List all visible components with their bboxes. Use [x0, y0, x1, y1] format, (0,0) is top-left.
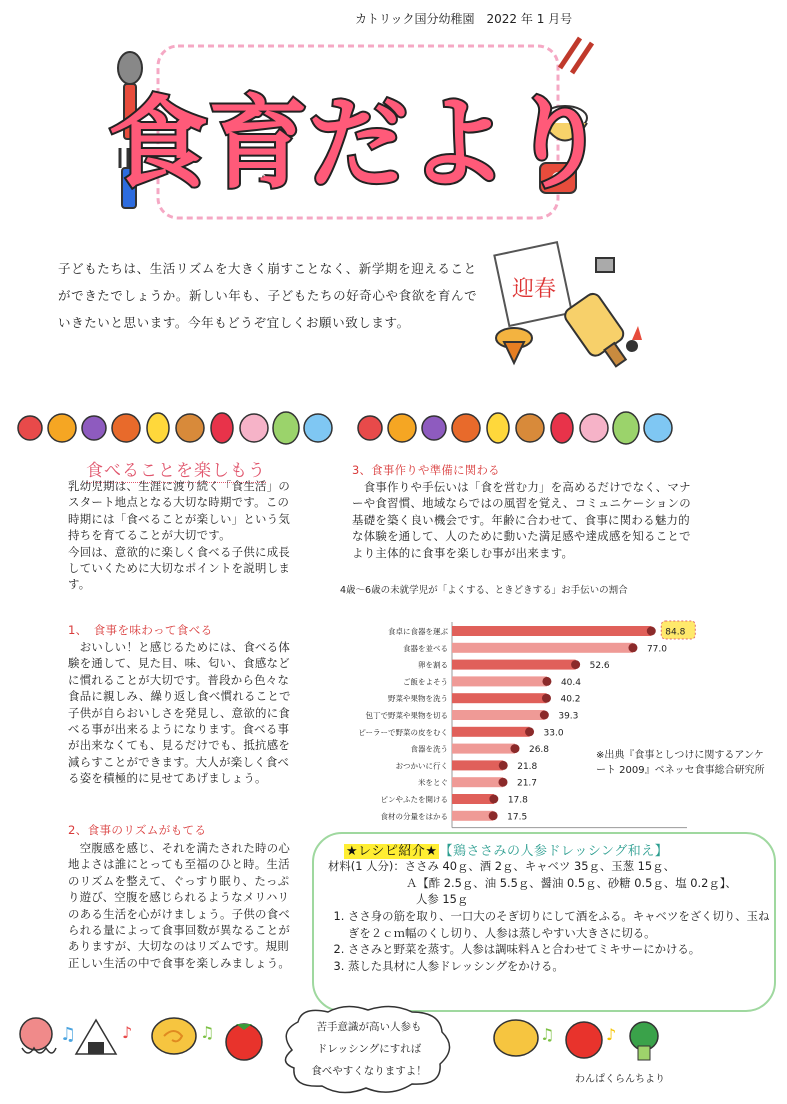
octopus-icon [20, 1018, 56, 1053]
category-label: ピーラーで野菜の皮をむく [358, 727, 448, 737]
bar-end-marker [499, 761, 508, 770]
value-label: 26.8 [528, 745, 550, 756]
ingredients-line1: 材料(1 人分)：ささみ 40ｇ、酒 2ｇ、キャベツ 35ｇ、玉葱 15ｇ、 [328, 859, 675, 873]
svg-text:♫: ♫ [540, 1025, 555, 1044]
bottom-food-illustrations-right [480, 1010, 700, 1070]
roll-cake-icon [152, 1018, 196, 1054]
ingredients-line3: 人参 15ｇ [416, 892, 469, 906]
intro-text: 子どもたちは、生活リズムを大きく崩すことなく、新学期を迎えることができたでしょうか。新しい年も、子どもたちの好奇心や食欲を育んでいきたいと思います。今年もどうぞ宜しくお願い致します。 [58, 261, 478, 330]
recipe-ingredients [328, 858, 768, 908]
value-label: 39.3 [558, 711, 579, 722]
onigiri-icon [76, 1020, 116, 1054]
bar [452, 643, 633, 653]
recipe-step: 2. ささみと野菜を蒸す。人参は調味料Ａと合わせてミキサーにかける。 [348, 941, 778, 958]
point1-body: おいしい！と感じるためには、食べる体験を通して、見た目、味、匂い、食感などに慣れることが大切です。普段から色々な食品に親しみ、繰り返し食べ慣れることで子供が自らおいしさを発見し、意欲的に食べる事が出来るようになります。食べる事が出来なくても、見るだけでも、抵抗感を減らすことができます。大人が楽しく食べる姿を積極的に見せてあげましょう。 [68, 640, 291, 786]
bar-end-marker [542, 677, 551, 686]
bar [452, 811, 493, 821]
bar [452, 626, 651, 636]
broccoli-icon [630, 1022, 658, 1060]
bar-end-marker [542, 694, 551, 703]
category-label: 卵を割る [418, 660, 448, 670]
recipe-steps [322, 908, 778, 974]
roll-cake-icon [494, 1020, 538, 1056]
value-label: 84.8 [665, 627, 686, 638]
value-label: 77.0 [646, 644, 667, 655]
issue-header: カトリック国分幼稚園 2022 年 1 月号 [355, 12, 573, 26]
recipe-step: 3. 蒸した具材に人参ドレッシングをかける。 [348, 958, 778, 975]
chores-bar-chart [330, 618, 720, 823]
bar-end-marker [628, 643, 637, 652]
bar-end-marker [489, 795, 498, 804]
category-label: ピンやふたを開ける [380, 795, 448, 804]
point2-title: 2、食事のリズムがもてる [68, 823, 207, 837]
value-label: 40.4 [560, 677, 581, 688]
bar [452, 777, 503, 787]
category-label: 米をとぐ [418, 778, 448, 788]
drum-icon [596, 258, 614, 272]
music-note-icon [122, 1023, 132, 1042]
tomato-icon [226, 1024, 262, 1060]
value-label: 17.5 [507, 812, 528, 823]
recipe-step: 1. ささ身の筋を取り、一口大のそぎ切りにして酒をふる。キャベツをざく切り、玉ねぎを２ｃｍ幅のくし切り、人参は蒸しやすい大きさに切る。 [348, 908, 778, 941]
bar-end-marker [540, 711, 549, 720]
bar [452, 760, 503, 770]
svg-text:♪: ♪ [122, 1023, 133, 1042]
section-heading: 食べることを楽しもう [86, 456, 266, 483]
svg-text:♪: ♪ [606, 1025, 617, 1044]
bar [452, 676, 547, 686]
value-label: 17.8 [507, 795, 528, 806]
point3-body: 食事作りや手伝いは「食を営む力」を高めるだけでなく、マナーや食習慣、地域ならではの風習を覚え、コミュニケーションの基礎を築く良い機会です。年齢に合わせて、食事に関わる魅力的な体験を通して、人のために動いた満足感や達成感を知ることでより主体的に食事を楽しむ事が出来ます。 [352, 480, 691, 560]
music-note-icon [60, 1024, 76, 1045]
recipe-name: 【鶏ささみの人参ドレッシング和え】 [439, 844, 669, 859]
bar [452, 660, 576, 670]
point3-title: 3、食事作りや準備に関わる [352, 463, 500, 477]
bar-end-marker [510, 744, 519, 753]
character-border [14, 398, 684, 456]
chopsticks-icon [560, 38, 592, 73]
kite-text: 迎春 [511, 277, 557, 302]
music-note-icon [200, 1023, 214, 1042]
shuttlecock-icon [626, 326, 642, 352]
recipe-title [344, 840, 668, 859]
bar [452, 744, 515, 754]
hagoita-icon [562, 291, 637, 375]
value-label: 21.7 [516, 778, 538, 789]
svg-text:♫: ♫ [60, 1024, 77, 1045]
recipe-label: ★レシピ紹介★ [346, 844, 438, 859]
recipe-box [312, 832, 776, 1012]
music-note-icon [606, 1025, 616, 1044]
category-label: おつかいに行く [395, 761, 448, 771]
top-icon [496, 328, 532, 363]
category-label: 食卓に食器を運ぶ [388, 627, 448, 636]
chart-title: 4歳～6歳の未就学児が「よくする、ときどきする」お手伝いの割合 [340, 585, 628, 596]
svg-text:♫: ♫ [200, 1023, 215, 1042]
category-label: ご飯をよそう [403, 677, 448, 687]
bar-end-marker [571, 660, 580, 669]
bubble-line1: 苦手意識が高い人参も [316, 1021, 422, 1033]
tomato-icon [566, 1022, 602, 1058]
bar [452, 794, 494, 804]
bar [452, 693, 546, 703]
banner-title: 食育だより [108, 85, 608, 202]
tip-bubble [272, 1002, 458, 1098]
bar-end-marker [489, 811, 498, 820]
value-label: 21.8 [517, 761, 538, 772]
music-note-icon [540, 1025, 554, 1044]
value-label: 33.0 [543, 728, 564, 739]
bar-end-marker [647, 627, 656, 636]
category-label: 野菜や果物を洗う [388, 694, 448, 704]
chart-source: ※出典『食事としつけに関するアンケート 2009』ベネッセ食事総合研究所 [596, 750, 765, 776]
bubble-line2: ドレッシングにすれば [316, 1043, 422, 1055]
new-year-toys-illustration [484, 238, 654, 368]
point1-title: 1、 食事を味わって食べる [68, 623, 213, 637]
value-label: 40.2 [560, 694, 581, 705]
bar-end-marker [525, 727, 534, 736]
footer-credit: わんぱくらんちより [575, 1074, 665, 1085]
value-label: 52.6 [589, 661, 610, 672]
bar [452, 727, 530, 737]
left-intro: 乳幼児期は、生涯に渡り続く「食生活」のスタート地点となる大切な時期です。この時期には「食べることが楽しい」という気持ちを育てることが大切です。 今回は、意欲的に楽しく食べる子供に成長していくために大切なポイントを説明します。 [68, 479, 291, 592]
ingredients-line2: Ａ【酢 2.5ｇ、油 5.5ｇ、醤油 0.5ｇ、砂糖 0.5ｇ、塩 0.2ｇ】、 [406, 875, 737, 890]
category-label: 包丁で野菜や果物を切る [365, 711, 448, 720]
bubble-line3: 食べやすくなりますよ！ [311, 1065, 427, 1077]
bar [452, 710, 544, 720]
category-label: 食材の分量をはかる [380, 811, 448, 821]
category-label: 食器を洗う [410, 744, 448, 754]
bar-end-marker [498, 778, 507, 787]
point2-body: 空腹感を感じ、それを満たされた時の心地よさは誰にとっても至福のひと時。生活のリズムを整えて、ぐっすり眠り、たっぷり遊び、空腹を感じられるようなメリハリのある生活を心がけましょう。子供の食べられる量によって食事回数が異なることがありますが、大切なのはリズムです。規則正しい生活の中で食事を楽しみましょう。 [68, 841, 291, 970]
title-banner [100, 38, 620, 228]
bottom-food-illustrations-left [14, 1010, 274, 1070]
category-label: 食器を並べる [403, 643, 448, 653]
